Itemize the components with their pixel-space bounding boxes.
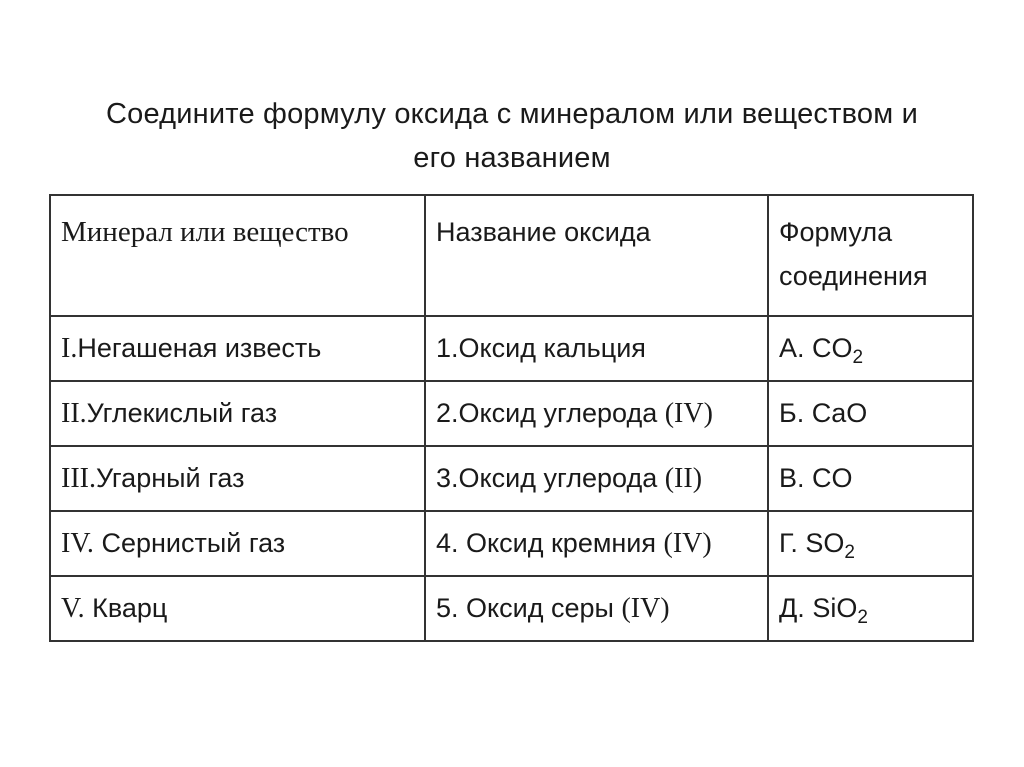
- mineral-cell: III.Угарный газ: [50, 446, 425, 511]
- formula-cell: Г. $SO_2$: [768, 511, 973, 576]
- title-line-1: Соедините формулу оксида с минералом или веществом и: [105, 98, 918, 130]
- oxide-name-cell: 3.Оксид углерода (II): [425, 446, 768, 511]
- table-header-row: [50, 195, 973, 316]
- header-mineral: Минерал или вещество: [50, 195, 425, 316]
- oxide-name-cell: 2.Оксид углерода (IV): [425, 381, 768, 446]
- mineral-cell: IV. Сернистый газ: [50, 511, 425, 576]
- title-line-2: его названием: [413, 142, 611, 174]
- formula-cell: В. CO: [768, 446, 973, 511]
- oxide-name-cell: 1.Оксид кальция: [425, 316, 768, 381]
- formula-cell: А. $CO_2$: [768, 316, 973, 381]
- table-row: [50, 381, 973, 446]
- mineral-cell: II.Углекислый газ: [50, 381, 425, 446]
- matching-table: [49, 194, 974, 642]
- table-row: [50, 446, 973, 511]
- header-formula: Формула соединения: [768, 195, 973, 316]
- table-row: [50, 316, 973, 381]
- table-row: [50, 511, 973, 576]
- page-title: [0, 92, 1024, 180]
- mineral-cell: V. Кварц: [50, 576, 425, 641]
- table-row: [50, 576, 973, 641]
- formula-cell: Д. SiO$_2$: [768, 576, 973, 641]
- oxide-name-cell: 4. Оксид кремния (IV): [425, 511, 768, 576]
- formula-cell: Б. CaO: [768, 381, 973, 446]
- oxide-name-cell: 5. Оксид серы (IV): [425, 576, 768, 641]
- header-oxide-name: Название оксида: [425, 195, 768, 316]
- mineral-cell: I.Негашеная известь: [50, 316, 425, 381]
